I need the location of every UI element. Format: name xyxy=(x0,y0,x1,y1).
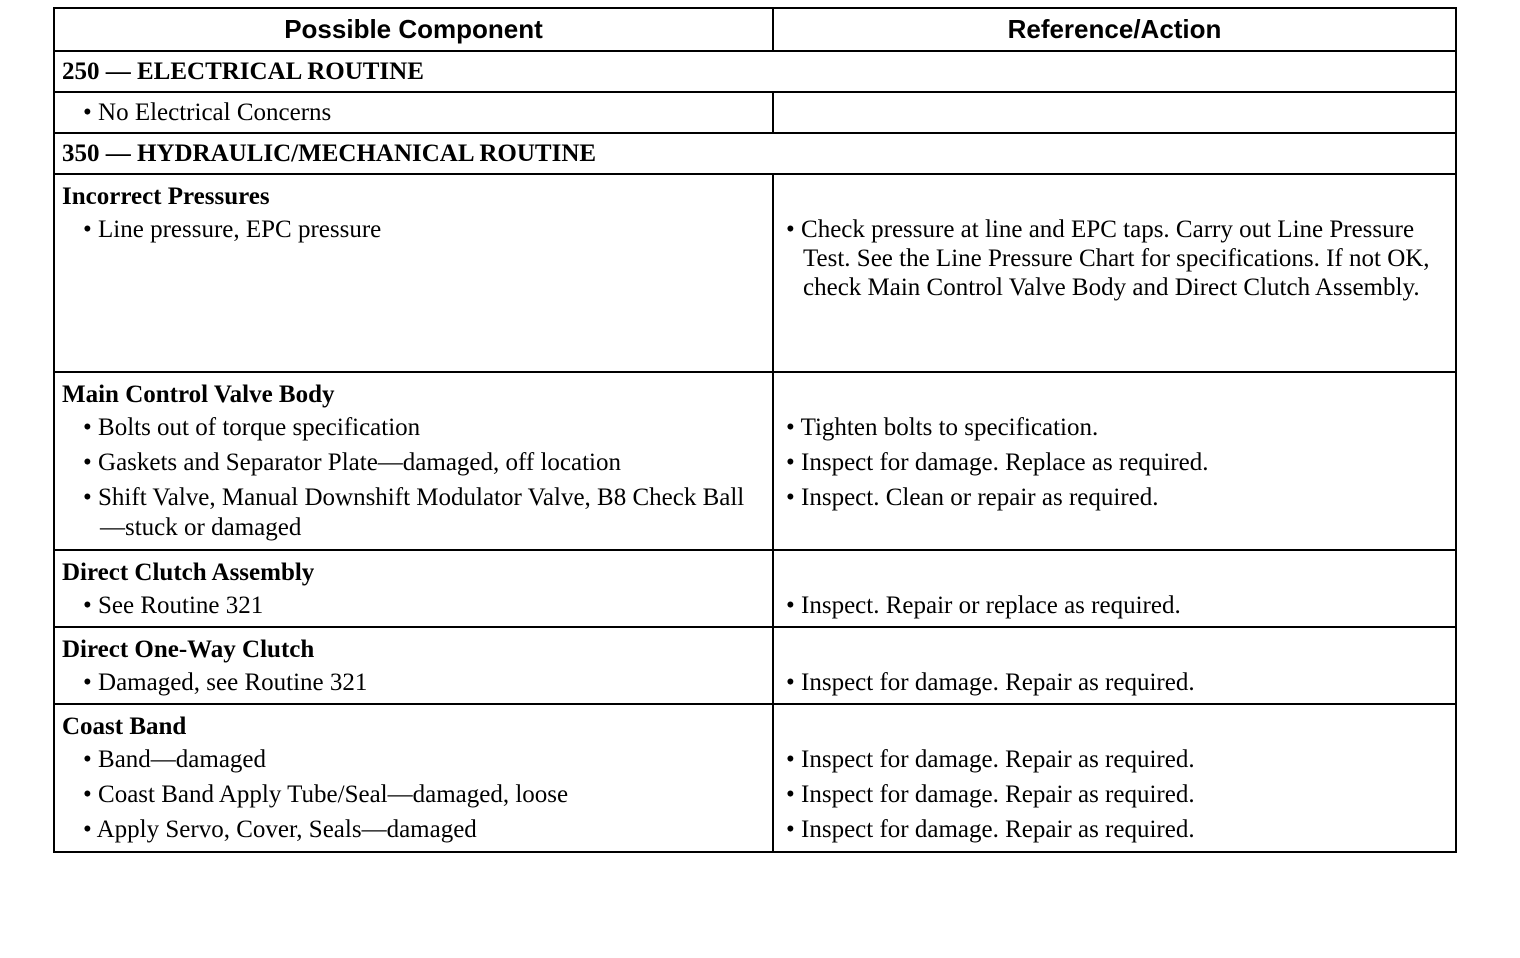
action-item: • Inspect for damage. Repair as required. xyxy=(786,669,1195,696)
table-row xyxy=(55,705,1455,851)
component-item: • Band—damaged xyxy=(83,746,267,773)
header-possible-component: Possible Component xyxy=(55,9,774,50)
action-item: • Inspect for damage. Repair as required. xyxy=(786,781,1195,808)
table-row xyxy=(55,373,1455,551)
table-header xyxy=(55,9,1455,52)
component-item: • Bolts out of torque specification xyxy=(83,414,421,441)
action-item: • Inspect for damage. Repair as required. xyxy=(786,746,1195,773)
action-item: • Inspect. Clean or repair as required. xyxy=(786,484,1159,511)
component-item: • Coast Band Apply Tube/Seal—damaged, loose xyxy=(83,781,569,808)
action-item: • Check pressure at line and EPC taps. Carry out Line Pressure Test. See the Line Pressure Chart for specifications. If not OK, check Main Control Valve Body and Direct Clutch Assembly. xyxy=(786,216,1430,301)
table-row xyxy=(55,628,1455,705)
group-name: Direct One-Way Clutch xyxy=(62,636,315,663)
component-item: • Damaged, see Routine 321 xyxy=(83,669,368,696)
group-name: Coast Band xyxy=(62,713,187,740)
table-row xyxy=(55,551,1455,628)
group-name: Main Control Valve Body xyxy=(62,381,335,408)
diagnostic-table xyxy=(53,7,1457,853)
component-item: • Gaskets and Separator Plate—damaged, off location xyxy=(83,449,622,476)
component-item: • No Electrical Concerns xyxy=(83,99,332,126)
group-name: Direct Clutch Assembly xyxy=(62,559,315,586)
table-row xyxy=(55,175,1455,373)
action-item: • Inspect for damage. Repair as required. xyxy=(786,816,1195,843)
action-item: • Inspect for damage. Replace as required. xyxy=(786,449,1209,476)
component-item: • Line pressure, EPC pressure xyxy=(83,216,382,243)
action-item: • Inspect. Repair or replace as required. xyxy=(786,592,1181,619)
component-item: • Shift Valve, Manual Downshift Modulator Valve, B8 Check Ball—stuck or damaged xyxy=(83,484,745,541)
table-row xyxy=(55,93,1455,134)
action-item: • Tighten bolts to specification. xyxy=(786,414,1099,441)
header-reference-action: Reference/Action xyxy=(1007,14,1222,44)
section-title: 350 — HYDRAULIC/MECHANICAL ROUTINE xyxy=(55,134,1455,175)
group-name: Incorrect Pressures xyxy=(62,183,270,210)
component-item: • Apply Servo, Cover, Seals—damaged xyxy=(83,816,477,843)
section-title: 250 — ELECTRICAL ROUTINE xyxy=(55,52,1455,93)
component-item: • See Routine 321 xyxy=(83,592,264,619)
